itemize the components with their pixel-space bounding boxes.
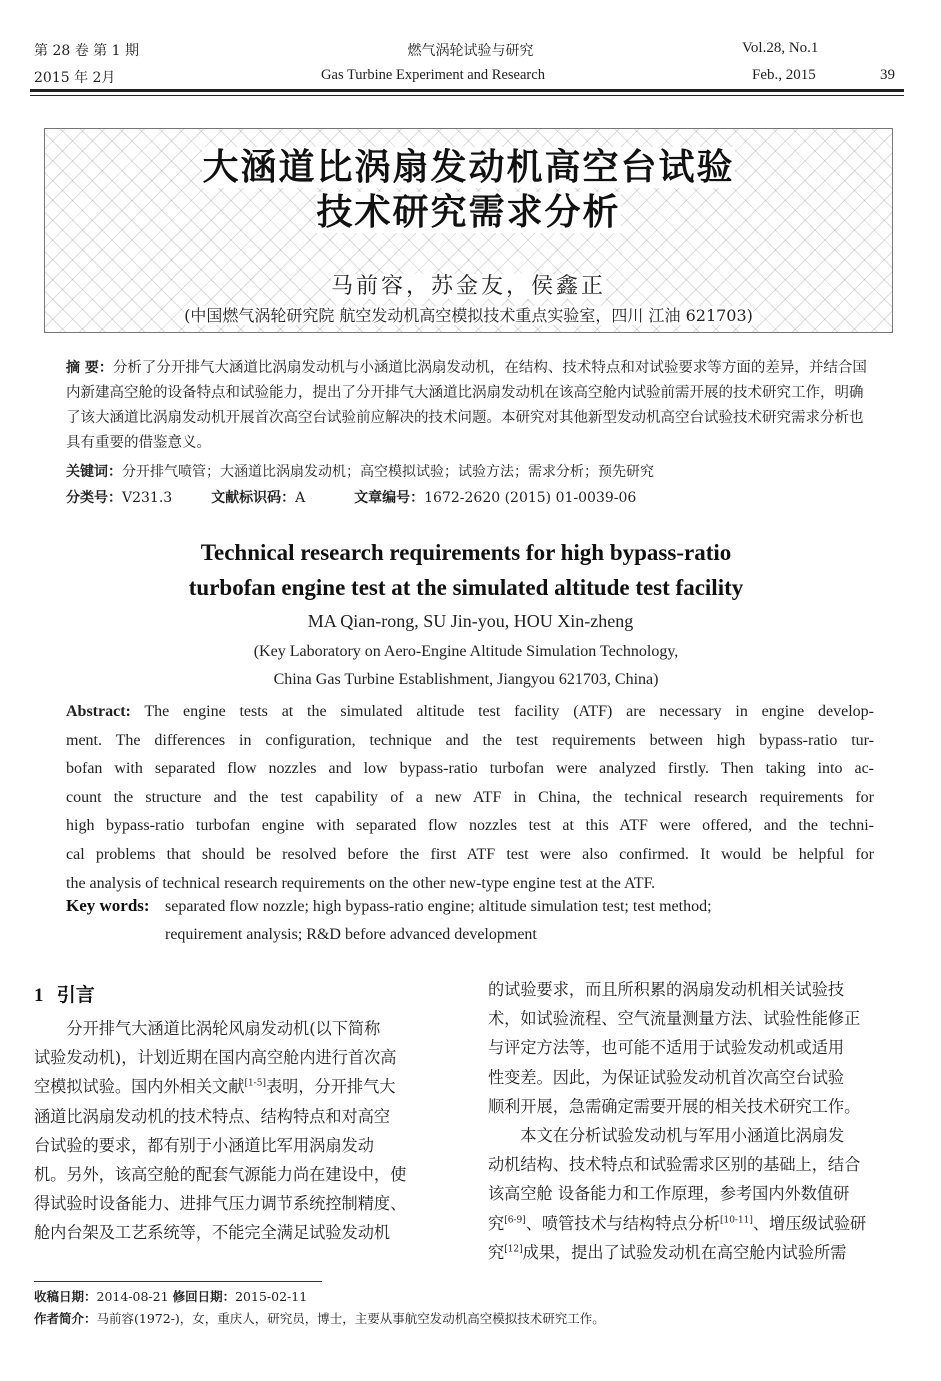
footnote-dates: 收稿日期：2014-08-21 修回日期：2015-02-11 [34,1289,308,1304]
header-journal-cn: 燃气涡轮试验与研究 [407,43,534,59]
section-1-heading: 1 引言 [34,984,95,1006]
title-cn-line2: 技术研究需求分析 [316,192,621,233]
abstract-en-label: Abstract: [66,703,131,720]
abstract-cn-text: 分析了分开排气大涵道比涡扇发动机与小涵道比涡扇发动机，在结构、技术特点和对试验要求等方面的差异，并结合国内新建高空舱的设备特点和试验能力，提出了分开排气大涵道比涡扇发动机在该高空舱内试验前需开展的技术研究工作，明确了该大涵道比涡扇发动机开展首次高空台试验前应解决的技术问题。本研究对其他新型发动机高空台试验技术研究需求分析也具有重要的借鉴意义。 [66,360,867,451]
title-box [44,128,893,333]
keywords-en-label: Key words: [66,896,150,915]
title-cn-line1: 大涵道比涡扇发动机高空台试验 [202,147,735,188]
citation-10-11[interactable]: [10-11] [719,1215,753,1226]
authors-cn: 马前容，苏金友，侯鑫正 [330,274,606,299]
header-volume-cn: 第 28 卷 第 1 期 [34,43,139,59]
keywords-en-line1: separated flow nozzle; high bypass-ratio engine; altitude simulation test; test method; [165,898,712,915]
affiliation-en-line2: China Gas Turbine Establishment, Jiangyou 621703, China) [273,671,659,688]
header-volume-en: Vol.28, No.1 [742,40,819,56]
affiliation-cn: (中国燃气涡轮研究院 航空发动机高空模拟技术重点实验室，四川 江油 621703) [184,306,753,325]
header-journal-en: Gas Turbine Experiment and Research [321,67,545,83]
keywords-cn: 关键词：分开排气喷管；大涵道比涡扇发动机；高空模拟试验；试验方法；需求分析；预先研究 [66,464,654,480]
footnote-rule [34,1281,322,1282]
abstract-cn [66,356,874,456]
citation-12[interactable]: [12] [504,1244,523,1255]
body-right-column: 的试验要求，而且所积累的涡扇发动机相关试验技 术，如试验流程、空气流量测量方法、试验性能修正 与评定方法等，也可能不适用于试验发动机或适用 性变差。因此，为保证试验发动机首次高空台试验 顺利开展，急需确定需要开展的相关技术研究工作。 本文在分析试验发动机与军用小涵道比涡扇发 动机结构、技术特点和试验需求区别的基础上，结合 该高空舱 设备能力和工作原理，参考国内外数值研 究[6-9]、喷管技术与结构特点分析[10-11]、增压级试验研 究[12]成果，提出了试验发动机在高空舱内试验所需 [488,980,867,1262]
authors-en: MA Qian-rong, SU Jin-you, HOU Xin-zheng [307,611,634,631]
affiliation-en-line1: (Key Laboratory on Aero-Engine Altitude Simulation Technology, [253,643,679,660]
page-number: 39 [880,67,895,83]
keywords-en-line2: requirement analysis; R&D before advanced development [165,926,537,943]
header-rule-thin [30,95,904,96]
abstract-cn-label: 摘 要： [66,360,113,376]
citation-6-9[interactable]: [6-9] [504,1215,526,1226]
footnote-author: 作者简介：马前容(1972-)，女，重庆人，研究员，博士，主要从事航空发动机高空模拟技术研究工作。 [34,1311,605,1326]
citation-1-5[interactable]: [1-5] [244,1079,266,1090]
title-en-line1: Technical research requirements for high bypass-ratio [200,540,732,565]
body-left-column: 分开排气大涵道比涡轮风扇发动机(以下简称 试验发动机)，计划近期在国内高空舱内进行首次高 空模拟试验。国内外相关文献[1-5]表明，分开排气大 涵道比涡扇发动机的技术特点、结构特点和对高空 台试验的要求，都有别于小涵道比军用涡扇发动 机。另外，该高空舱的配套气源能力尚在建设中，使 得试验时设备能力、进排气压力调节系统控制精度、 舱内台架及工艺系统等，不能完全满足试验发动机 [34,1019,407,1243]
abstract-en: Abstract: The engine tests at the simulated altitude test facility (ATF) are necessary in engine develop- ment. The differences in configuration, technique and the test requirements between high bypass-ratio tur- bofan with separated flow nozzles and low bypass-ratio turbofan were analyzed firstly. Then taking into ac- count the structure and the test capability of a new ATF in China, the technical research requirements for high bypass-ratio turbofan engine with separated flow nozzles test at this ATF were offered, and the techni- cal problems that should be resolved before the first ATF test were also confirmed. It would be helpful for the analysis of technical research requirements on the other new-type engine test at the ATF. [66,703,874,892]
header-date-cn: 2015 年 2月 [34,70,116,86]
title-en-line2: turbofan engine test at the simulated altitude test facility [188,575,744,600]
classification-line: 分类号：V231.3 文献标识码：A 文章编号：1672-2620 (2015) 01-0039-06 [66,490,637,506]
header-rule-thick [30,89,904,92]
header-date-en: Feb., 2015 [752,67,816,83]
